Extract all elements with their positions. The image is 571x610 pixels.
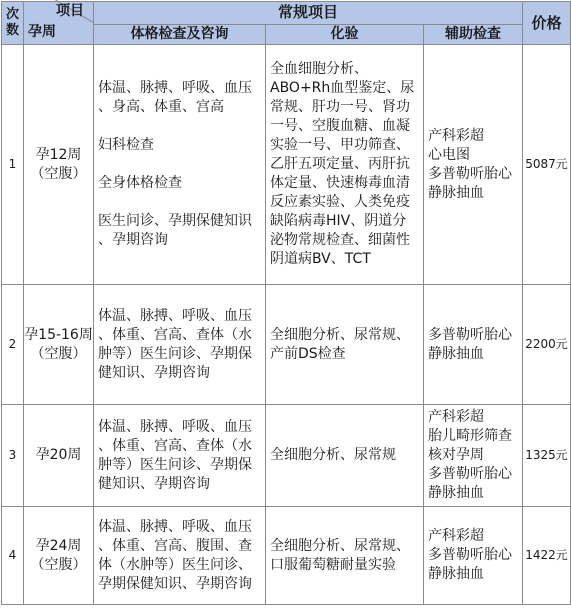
header-diagonal [24,2,94,45]
table-row [2,45,571,285]
cell-line: 实验一号、甲功筛查、 [270,137,410,153]
cell-line: 产科彩超 [428,127,484,144]
cell-line: 静脉抽血 [428,184,484,201]
cell-line: 全血细胞分析、 [270,61,368,77]
cell-line: 体温、脉搏、呼吸、血压 [98,307,252,324]
cell-line: 全身体格检查 [98,175,182,191]
header-huayan: 化验 [266,24,424,44]
cell-line: 胎儿畸形筛查 [428,428,512,444]
table-row [2,405,571,507]
cell-line: 、体重、宫高、腹围、查 [98,537,252,554]
cell-line: 全细胞分析、尿常规 [270,447,396,463]
row-num: 4 [2,507,24,605]
cell-line: 多普勒听胎心 [428,165,512,182]
cell-line: 缺陷病毒HIV、阴道分 [270,213,407,229]
cell-line: 核对孕周 [428,447,484,463]
cell-line: 一号、空腹血糖、血凝 [270,118,410,134]
cell-line: 、体重、宫高、查体（水 [98,437,252,454]
row-num: 2 [2,285,24,405]
table-row [2,285,571,405]
cell-line: 多普勒听胎心 [428,326,512,343]
header-cishu: 次数 [2,2,24,45]
cell-line: 口服葡萄糖耐量实验 [270,556,396,573]
cell-line: 泌物常规检查、细菌性 [270,232,410,248]
cell-line [98,193,263,212]
row-week: 孕15-16周（空腹） [24,285,94,405]
cell-line: 肿等）医生问诊、孕期保 [98,456,252,473]
cell-line: 、身高、体重、宫高 [98,99,224,115]
row-price: 2200元 [523,285,571,405]
cell-line: 乙肝五项定量、丙肝抗 [270,156,410,172]
cell-line: 体（水肿等）医生问诊、 [98,556,252,573]
cell-line: 心电图 [428,146,470,163]
header-jiage: 价格 [523,2,571,45]
row-tige [94,405,266,507]
cell-line: ABO+Rh血型鉴定、尿 [270,80,415,96]
cell-line: 肿等）医生问诊、孕期保 [98,345,252,362]
cell-line: 产科彩超 [428,528,484,544]
cell-line [98,117,263,136]
cell-line: 健知识、孕期咨询 [98,475,210,492]
cell-line: 体温、脉搏、呼吸、血压 [98,418,252,435]
cell-line: 静脉抽血 [428,345,484,362]
cell-line: 产科彩超 [428,409,484,425]
row-tige [94,285,266,405]
row-huayan [266,405,424,507]
row-num: 3 [2,405,24,507]
row-price: 1422元 [523,507,571,605]
row-week: 孕24周（空腹） [24,507,94,605]
row-week: 孕20周 [24,405,94,507]
table-row [2,507,571,605]
row-fuzhu [424,507,523,605]
cell-line [98,155,263,174]
prenatal-checkup-table [1,1,571,605]
cell-line: 静脉抽血 [428,485,484,501]
row-tige [94,45,266,285]
cell-line: 阴道病BV、TCT [270,251,371,267]
header-xiangmu: 项目 [56,3,84,19]
header-fuzhu: 辅助检查 [424,24,523,44]
row-num: 1 [2,45,24,285]
row-price: 1325元 [523,405,571,507]
cell-line: 静脉抽血 [428,566,484,582]
row-huayan [266,45,424,285]
cell-line: 产前DS检查 [270,345,346,362]
cell-line: 多普勒听胎心 [428,466,512,482]
row-fuzhu [424,285,523,405]
cell-line: 健知识、孕期咨询 [98,364,210,381]
row-huayan [266,507,424,605]
cell-line: 全细胞分析、尿常规、 [270,537,410,554]
header-changgui: 常规项目 [94,2,523,25]
row-fuzhu [424,405,523,507]
cell-line: 体温、脉搏、呼吸、血压 [98,80,252,96]
cell-line: 、孕期咨询 [98,232,168,248]
cell-line: 医生问诊、孕期保健知识 [98,213,252,229]
header-yunzhou: 孕周 [28,24,56,40]
row-tige [94,507,266,605]
row-huayan [266,285,424,405]
header-tige: 体格检查及咨询 [94,24,266,44]
cell-line: 、体重、宫高、查体（水 [98,326,252,343]
row-week: 孕12周（空腹） [24,45,94,285]
row-fuzhu [424,45,523,285]
cell-line: 反应素实验、人类免疫 [270,194,410,210]
cell-line: 体温、脉搏、呼吸、血压 [98,518,252,535]
cell-line: 妇科检查 [98,137,154,153]
cell-line: 全细胞分析、尿常规、 [270,326,410,343]
cell-line: 常规、肝功一号、肾功 [270,99,410,115]
cell-line: 体定量、快速梅毒血清 [270,175,410,191]
cell-line: 多普勒听胎心 [428,547,512,563]
cell-line: 孕期保健知识、孕期咨询 [98,575,252,592]
row-price: 5087元 [523,45,571,285]
